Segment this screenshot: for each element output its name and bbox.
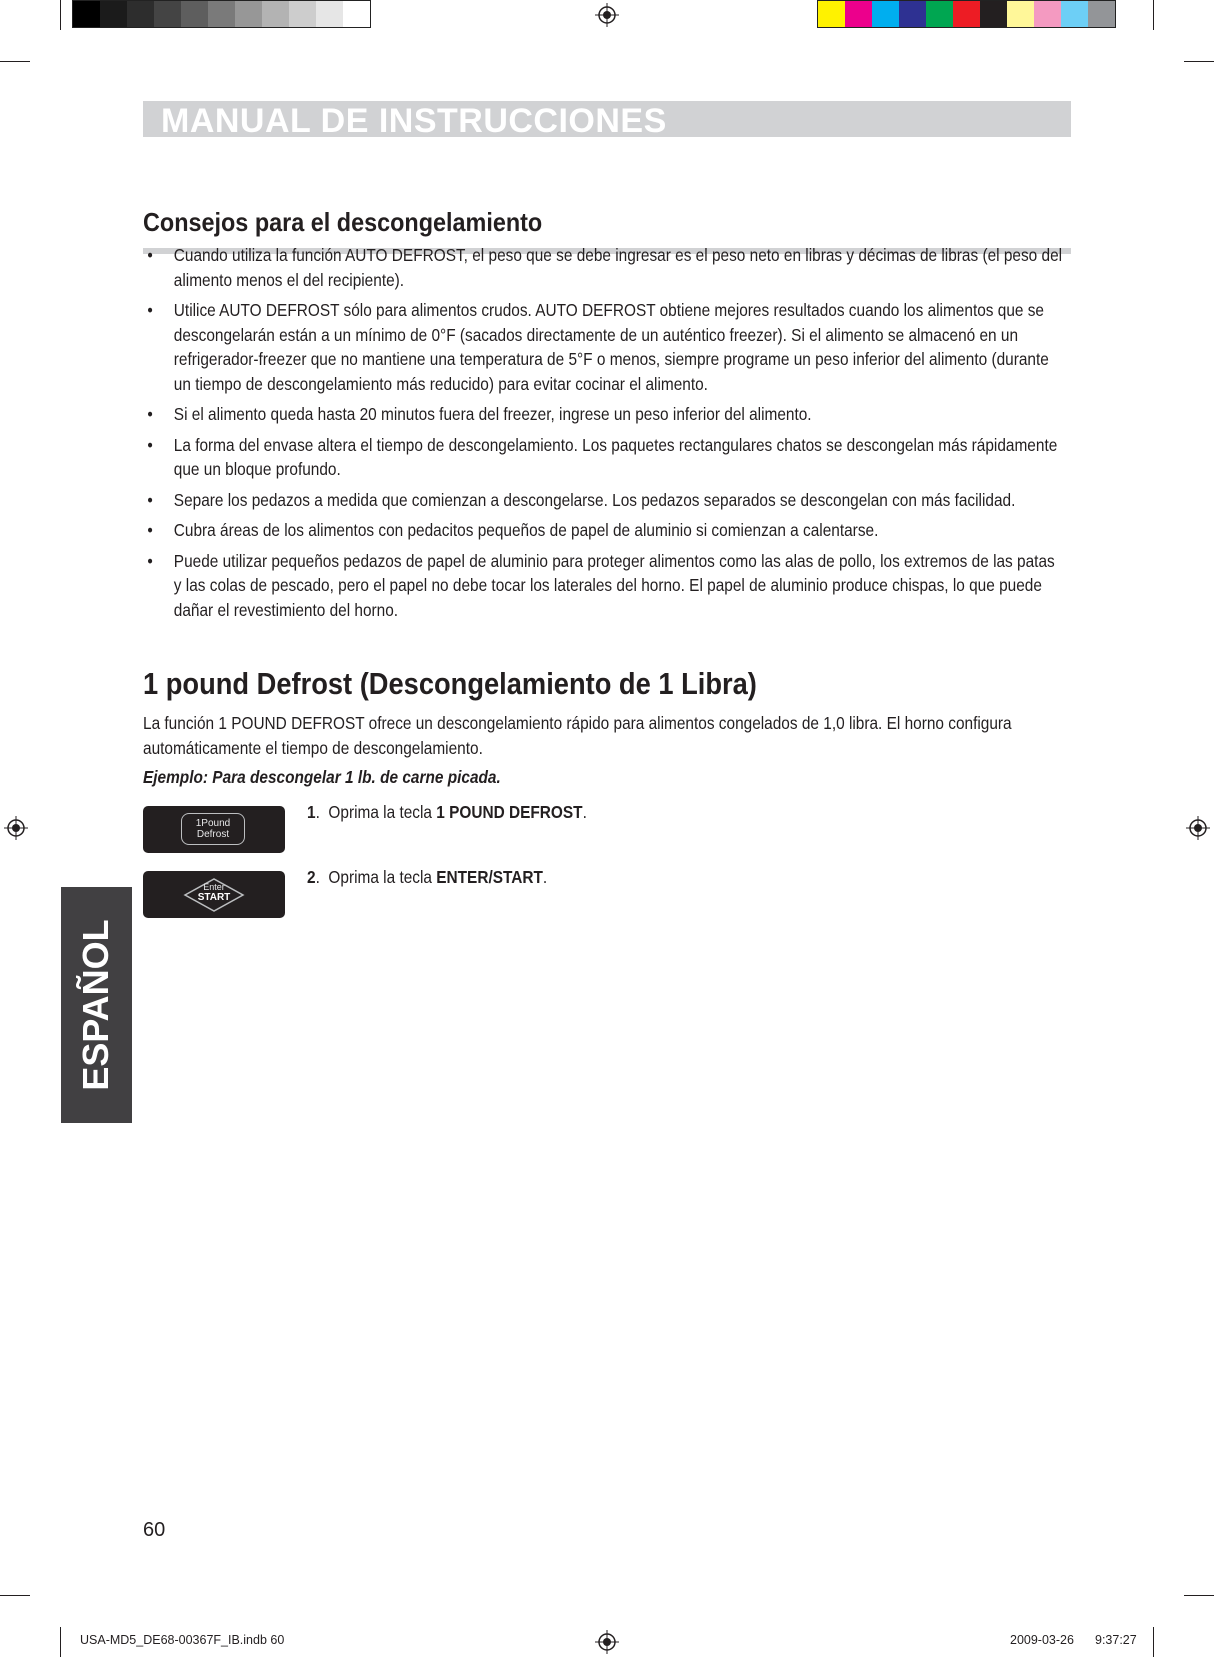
step-number: 2	[307, 867, 316, 887]
color-swatch	[343, 1, 370, 27]
key-cap	[181, 813, 245, 845]
key-label-line2: Defrost	[196, 829, 230, 840]
bullet-icon: •	[147, 404, 153, 424]
tip-text: Cubra áreas de los alimentos con pedacitos pequeños de papel de aluminio si comienzan a calentarse.	[173, 520, 879, 540]
color-swatch	[262, 1, 289, 27]
crop-mark	[0, 1595, 30, 1596]
color-swatch	[127, 1, 154, 27]
step-end: .	[542, 867, 548, 887]
defrost-heading: 1 pound Defrost (Descongelamiento de 1 Libra)	[143, 666, 757, 701]
color-swatch	[73, 1, 100, 27]
crop-mark	[1184, 1595, 1214, 1596]
slug-time: 9:37:27	[1095, 1633, 1137, 1647]
tip-item	[143, 402, 1063, 427]
bullet-icon: •	[147, 489, 153, 510]
tip-text: Si el alimento queda hasta 20 minutos fuera del freezer, ingrese un peso inferior del alimento.	[173, 404, 812, 424]
header-band	[143, 101, 1071, 140]
crop-mark	[0, 61, 30, 62]
color-swatch	[1034, 1, 1061, 27]
color-swatch	[926, 1, 953, 27]
color-swatch	[235, 1, 262, 27]
tip-text: Cuando utiliza la función AUTO DEFROST, el peso que se debe ingresar es el peso neto en libras y décimas de libras (el peso del alimento menos el del recipiente).	[173, 245, 1063, 290]
bullet-icon: •	[147, 520, 153, 540]
key-label-line1: 1Pound	[195, 818, 231, 829]
step-key: ENTER/START	[436, 867, 543, 887]
tip-item	[143, 488, 1063, 513]
tip-item	[143, 518, 1063, 543]
process-color-bar	[817, 0, 1116, 28]
registration-mark-icon	[595, 1630, 619, 1654]
tips-heading: Consejos para el descongelamiento	[143, 207, 543, 237]
registration-mark-icon	[4, 816, 28, 840]
step-text: Oprima la tecla	[328, 802, 437, 822]
color-swatch	[100, 1, 127, 27]
step-text: Oprima la tecla	[328, 867, 437, 887]
tip-text: La forma del envase altera el tiempo de descongelamiento. Los paquetes rectangulares chatos se descongelan más rápidamente que un bloque profundo.	[173, 434, 1058, 479]
color-swatch	[845, 1, 872, 27]
registration-mark-icon	[595, 3, 619, 27]
defrost-section	[143, 666, 1063, 702]
bullet-icon: •	[147, 245, 153, 265]
tip-text: Utilice AUTO DEFROST sólo para alimentos crudos. AUTO DEFROST obtiene mejores resultados cuando los alimentos que se descongelarán están a un mínimo de 0°F (sacados directamente de un auténtico freezer). Si el alimento se almacenó en un refrigerador-freezer que no mantiene una temperatura de 5°F o menos, siempre programe un peso inferior del alimento (durante un tiempo de descongelamiento más reducido) para evitar cocinar el alimento.	[173, 300, 1049, 394]
defrost-example: Ejemplo: Para descongelar 1 lb. de carne picada.	[143, 767, 501, 787]
step-1: 1. Oprima la tecla 1 POUND DEFROST.	[307, 802, 587, 822]
color-swatch	[181, 1, 208, 27]
language-label: ESPAÑOL	[75, 919, 116, 1091]
slug-file: USA-MD5_DE68-00367F_IB.indb 60	[80, 1633, 285, 1647]
bullet-icon: •	[147, 434, 153, 455]
crop-mark	[1153, 0, 1154, 30]
slug-date: 2009-03-26	[1010, 1633, 1074, 1647]
crop-mark	[1184, 61, 1214, 62]
tip-item	[143, 243, 1063, 292]
color-swatch	[872, 1, 899, 27]
step-key: 1 POUND DEFROST	[436, 802, 583, 822]
page-title: MANUAL DE INSTRUCCIONES	[161, 102, 667, 140]
color-swatch	[208, 1, 235, 27]
tip-item	[143, 298, 1063, 396]
key-label-line1: Enter	[203, 882, 225, 892]
one-pound-defrost-key	[143, 806, 285, 853]
tip-text: Separe los pedazos a medida que comienzan a descongelarse. Los pedazos separados se descongelan con más facilidad.	[173, 489, 1016, 510]
step-end: .	[582, 802, 587, 822]
bullet-icon: •	[147, 300, 153, 320]
tips-list	[143, 243, 1063, 622]
color-swatch	[818, 1, 845, 27]
registration-mark-icon	[1186, 816, 1210, 840]
tips-section	[143, 207, 1063, 238]
crop-mark	[60, 1627, 61, 1657]
tips-list-container	[143, 243, 1063, 628]
tip-item	[143, 433, 1063, 482]
tip-text: Puede utilizar pequeños pedazos de papel de aluminio para proteger alimentos como las alas de pollo, los extremos de las patas y las colas de pescado, pero el papel no debe tocar los laterales del horno. El papel de aluminio produce chispas, lo que puede dañar el revestimiento del horno.	[173, 550, 1055, 620]
enter-start-key	[143, 871, 285, 918]
defrost-intro: La función 1 POUND DEFROST ofrece un descongelamiento rápido para alimentos congelados de 1,0 libra. El horno configura automáticamente el tiempo de descongelamiento.	[143, 713, 1012, 758]
color-swatch	[1088, 1, 1115, 27]
color-swatch	[316, 1, 343, 27]
color-swatch	[1061, 1, 1088, 27]
color-swatch	[899, 1, 926, 27]
step-number: 1	[307, 802, 316, 822]
color-swatch	[1007, 1, 1034, 27]
color-swatch	[953, 1, 980, 27]
grayscale-color-bar	[72, 0, 371, 28]
key-label-line2: START	[197, 892, 231, 903]
bullet-icon: •	[147, 550, 153, 571]
defrost-intro-container	[143, 711, 1063, 790]
tip-item	[143, 549, 1063, 623]
crop-mark	[60, 0, 61, 30]
page-number: 60	[143, 1519, 166, 1541]
color-swatch	[154, 1, 181, 27]
color-swatch	[289, 1, 316, 27]
crop-mark	[1153, 1627, 1154, 1657]
language-side-tab	[61, 887, 132, 1123]
color-swatch	[980, 1, 1007, 27]
step-2: 2. Oprima la tecla ENTER/START.	[307, 867, 548, 887]
